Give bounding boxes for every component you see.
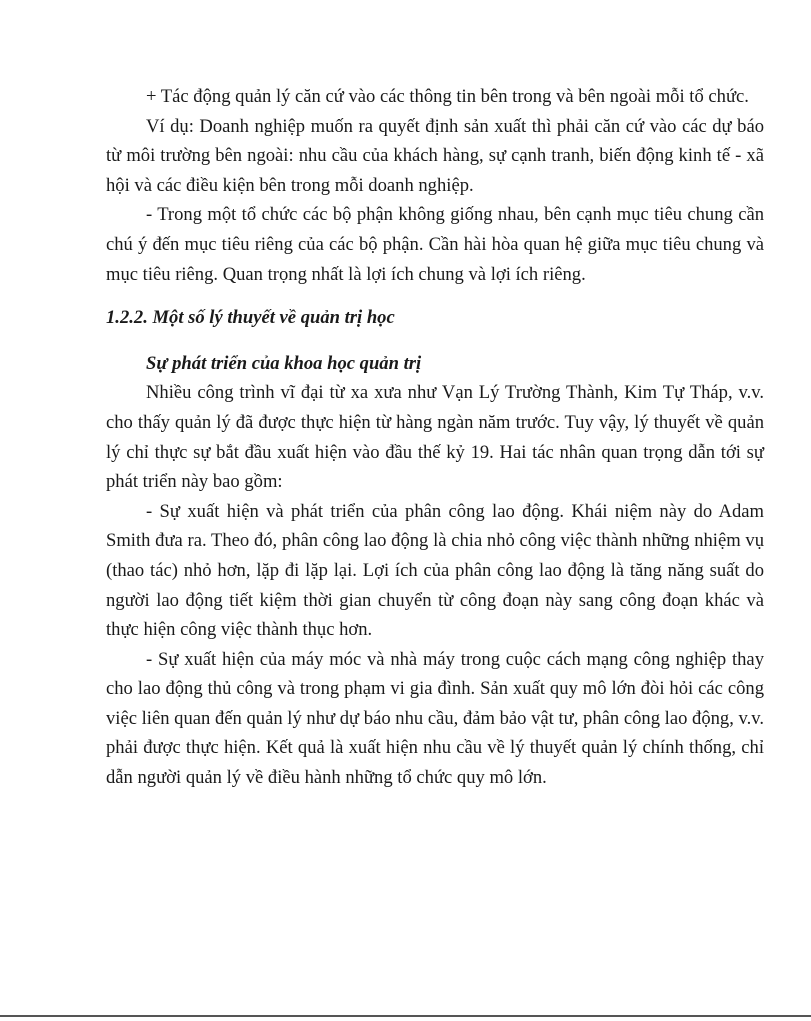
paragraph-history-of-management: Nhiều công trình vĩ đại từ xa xưa như Vạn Lý Trường Thành, Kim Tự Tháp, v.v. cho thấy quản lý đã được thực hiện từ hàng ngàn năm trước. Tuy vậy, lý thuyết về quản lý chỉ thực sự bắt đầu xuất hiện vào đầu thế kỷ 19. Hai tác nhân quan trọng dẫn tới sự phát triển này bao gồm: — [106, 382, 764, 493]
paragraph-management-information: + Tác động quản lý căn cứ vào các thông tin bên trong và bên ngoài mỗi tổ chức. — [146, 86, 749, 107]
subsection-heading: Sự phát triển của khoa học quản trị — [146, 352, 422, 374]
paragraph-example-business-decision: Ví dụ: Doanh nghiệp muốn ra quyết định sản xuất thì phải căn cứ vào các dự báo từ môi trường bên ngoài: nhu cầu của khách hàng, sự cạnh tranh, biến động kinh tế - xã hội và các điều kiện bên trong mỗi doanh nghiệp. — [106, 115, 764, 196]
page-bottom-border — [0, 1015, 811, 1017]
paragraph-industrial-revolution: - Sự xuất hiện của máy móc và nhà máy trong cuộc cách mạng công nghiệp thay cho lao động thủ công và trong phạm vi gia đình. Sản xuất quy mô lớn đòi hỏi các công việc liên quan đến quản lý như dự báo nhu cầu, đảm bảo vật tư, phân công lao động, v.v. phải được thực hiện. Kết quả là xuất hiện nhu cầu về lý thuyết quản lý chính thống, chỉ dẫn người quản lý về điều hành những tổ chức quy mô lớn. — [106, 648, 764, 789]
paragraph-division-of-labor: - Sự xuất hiện và phát triển của phân công lao động. Khái niệm này do Adam Smith đưa ra. Theo đó, phân công lao động là chia nhỏ công việc thành những nhiệm vụ (thao tác) nhỏ hơn, lặp đi lặp lại. Lợi ích của phân công lao động là tăng năng suất do người lao động tiết kiệm thời gian chuyển từ công đoạn này sang công đoạn khác và thực hiện công việc thành thục hơn. — [106, 500, 764, 641]
paragraph-organization-goals: - Trong một tổ chức các bộ phận không giống nhau, bên cạnh mục tiêu chung cần chú ý đến mục tiêu riêng của các bộ phận. Cần hài hòa quan hệ giữa mục tiêu chung và mục tiêu riêng. Quan trọng nhất là lợi ích chung và lợi ích riêng. — [106, 204, 764, 285]
document-page — [106, 82, 764, 793]
section-heading: 1.2.2. Một số lý thuyết về quản trị học — [106, 307, 395, 329]
